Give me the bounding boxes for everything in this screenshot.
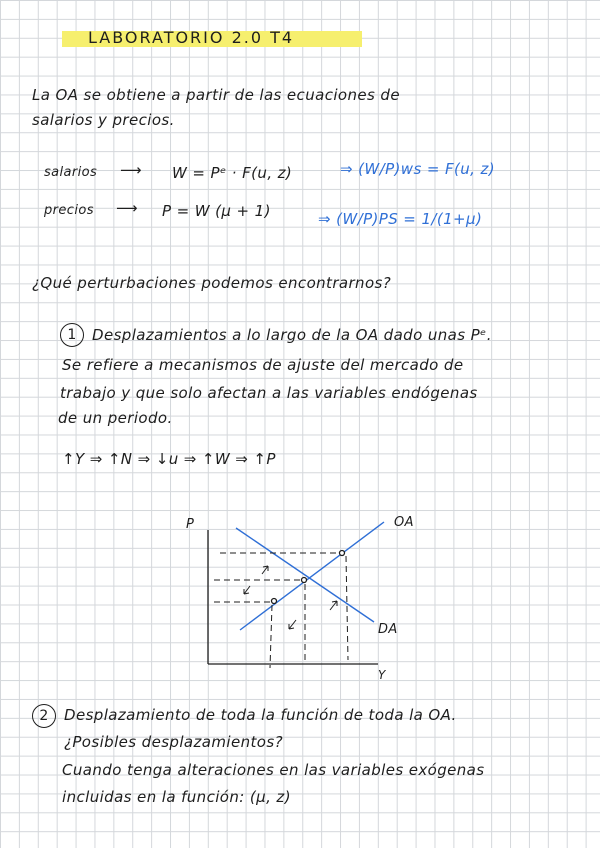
salarios-equation: W = Pᵉ · F(u, z) bbox=[172, 164, 293, 182]
section-1-line-2: Se refiere a mecanismos de ajuste del mercado de bbox=[62, 356, 464, 374]
arrow-down-left bbox=[244, 586, 250, 594]
point-high bbox=[340, 551, 345, 556]
guide-high-y bbox=[346, 556, 348, 660]
precios-result: ⇒ (W/P)PS = 1/(1+μ) bbox=[318, 210, 483, 228]
graph-y-axis-label: P bbox=[186, 517, 195, 532]
point-equilibrium bbox=[302, 578, 307, 583]
arrow-down-left-2 bbox=[289, 620, 296, 629]
intro-line-2: salarios y precios. bbox=[32, 111, 175, 129]
section-1-line-4: de un periodo. bbox=[58, 409, 173, 427]
section-2-line-3: Cuando tenga alteraciones en las variables exógenas bbox=[62, 761, 485, 779]
salarios-result: ⇒ (W/P)ws = F(u, z) bbox=[340, 160, 496, 178]
question: ¿Qué perturbaciones podemos encontrarnos? bbox=[32, 274, 392, 292]
precios-arrow: ⟶ bbox=[116, 199, 138, 217]
section-2-number: 2 bbox=[32, 704, 56, 728]
graph-da-label: DA bbox=[378, 622, 398, 637]
precios-equation: P = W (μ + 1) bbox=[162, 202, 271, 220]
arrow-up-right bbox=[262, 566, 268, 574]
section-1-line-1: Desplazamientos a lo largo de la OA dado unas Pᵉ. bbox=[92, 326, 492, 344]
section-1-chain: ↑Y ⇒ ↑N ⇒ ↓u ⇒ ↑W ⇒ ↑P bbox=[62, 450, 276, 468]
salarios-label: salarios bbox=[44, 165, 98, 180]
graph-x-axis-label: Y bbox=[378, 668, 386, 682]
section-2-line-4: incluidas en la función: (μ, z) bbox=[62, 788, 291, 806]
section-1-line-3: trabajo y que solo afectan a las variables endógenas bbox=[60, 384, 478, 402]
point-low bbox=[272, 599, 277, 604]
graph-oa-label: OA bbox=[394, 515, 414, 530]
arrow-up-right-2 bbox=[330, 601, 337, 610]
guide-low-y bbox=[270, 605, 272, 668]
section-2-line-2: ¿Posibles desplazamientos? bbox=[64, 733, 283, 751]
salarios-arrow: ⟶ bbox=[120, 161, 142, 179]
precios-label: precios bbox=[44, 203, 94, 218]
intro-line-1: La OA se obtiene a partir de las ecuaciones de bbox=[32, 86, 400, 104]
section-2-line-1: Desplazamiento de toda la función de toda la OA. bbox=[64, 706, 457, 724]
section-1-number: 1 bbox=[60, 323, 84, 347]
page-title: LABORATORIO 2.0 T4 bbox=[88, 28, 295, 47]
